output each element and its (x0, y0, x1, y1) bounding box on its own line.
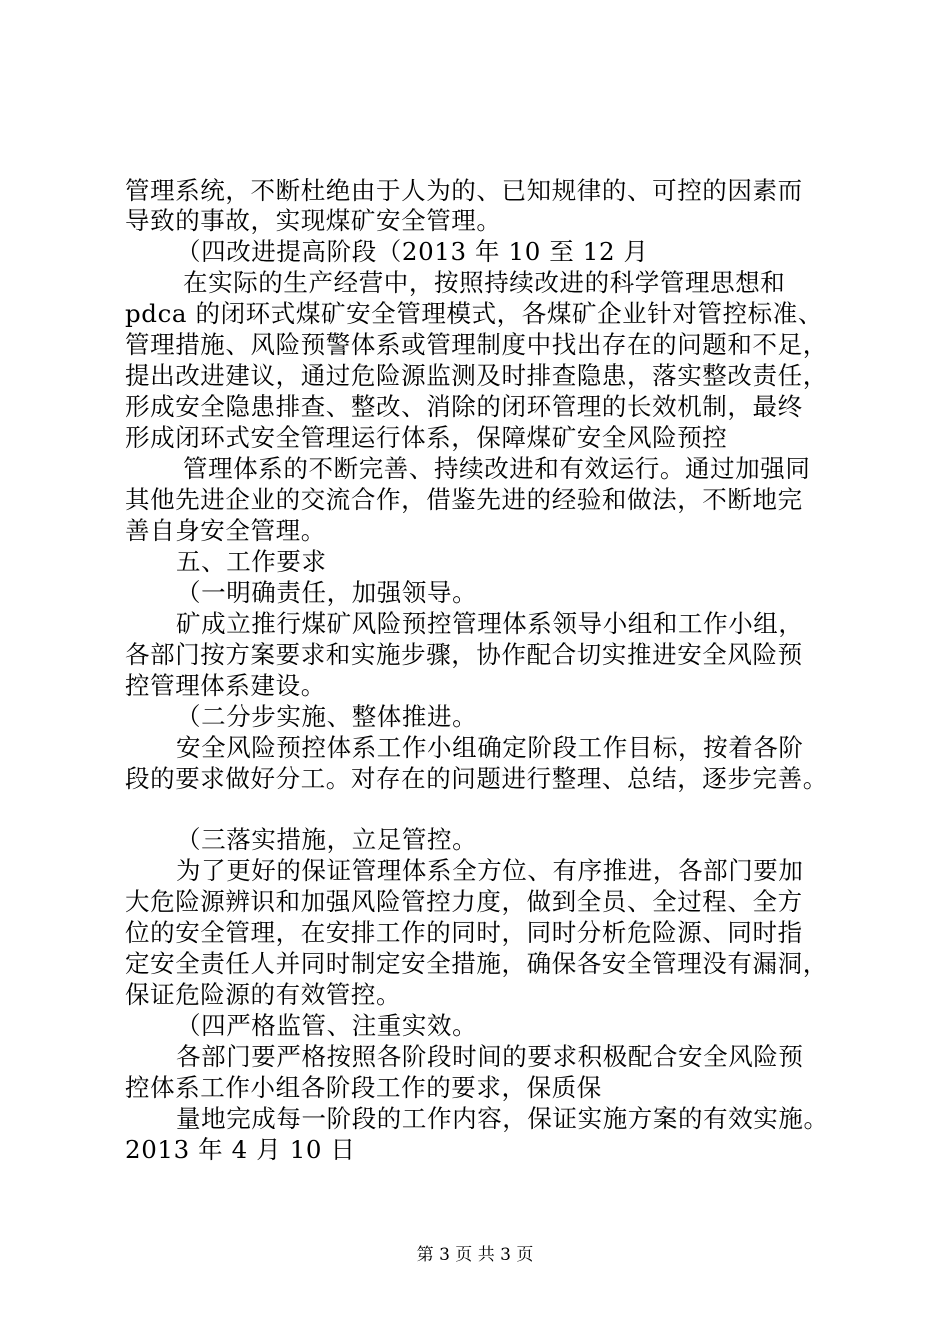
body-line: 位的安全管理，在安排工作的同时，同时分析危险源、同时指 (125, 918, 803, 947)
body-line: 定安全责任人并同时制定安全措施，确保各安全管理没有漏洞， (125, 949, 828, 978)
body-line: 安全风险预控体系工作小组确定阶段工作目标，按着各阶 (176, 733, 804, 762)
body-line: 矿成立推行煤矿风险预控管理体系领导小组和工作小组， (176, 609, 804, 638)
body-line: 控管理体系建设。 (125, 671, 326, 700)
body-line: 管理系统，不断杜绝由于人为的、已知规律的、可控的因素而 (125, 176, 803, 205)
subsection-heading: （四严格监管、注重实效。 (176, 1011, 478, 1040)
body-line: 为了更好的保证管理体系全方位、有序推进，各部门要加 (176, 856, 804, 885)
body-line: 其他先进企业的交流合作，借鉴先进的经验和做法，不断地完 (125, 485, 803, 514)
body-line: 在实际的生产经营中，按照持续改进的科学管理思想和 (183, 268, 786, 297)
body-line: 善自身安全管理。 (125, 516, 326, 545)
body-line: 管理体系的不断完善、持续改进和有效运行。通过加强同 (183, 454, 811, 483)
subsection-heading: （一明确责任，加强领导。 (176, 578, 478, 607)
body-line: 管理措施、风险预警体系或管理制度中找出存在的问题和不足， (125, 330, 828, 359)
section-heading: 五、工作要求 (176, 547, 327, 576)
body-line: 各部门要严格按照各阶段时间的要求积极配合安全风险预 (176, 1042, 804, 1071)
body-line: 形成闭环式安全管理运行体系，保障煤矿安全风险预控 (125, 423, 728, 452)
section-heading: （四改进提高阶段（2013 年 10 至 12 月 (176, 237, 649, 266)
body-line: 段的要求做好分工。对存在的问题进行整理、总结，逐步完善。 (125, 764, 828, 793)
body-line: 提出改进建议，通过危险源监测及时排查隐患，落实整改责任， (125, 361, 828, 390)
body-line: 形成安全隐患排查、整改、消除的闭环管理的长效机制，最终 (125, 392, 803, 421)
body-line: pdca 的闭环式煤矿安全管理模式，各煤矿企业针对管控标准、 (125, 299, 823, 328)
body-line: 各部门按方案要求和实施步骤，协作配合切实推进安全风险预 (125, 640, 803, 669)
body-line: 大危险源辨识和加强风险管控力度，做到全员、全过程、全方 (125, 887, 803, 916)
body-line: 量地完成每一阶段的工作内容，保证实施方案的有效实施。 (176, 1104, 829, 1133)
body-line: 保证危险源的有效管控。 (125, 980, 402, 1009)
page-footer: 第 3 页 共 3 页 (416, 1245, 534, 1265)
subsection-heading: （二分步实施、整体推进。 (176, 702, 478, 731)
subsection-heading: （三落实措施，立足管控。 (176, 825, 478, 854)
body-line: 导致的事故，实现煤矿安全管理。 (125, 206, 502, 235)
document-date: 2013 年 4 月 10 日 (125, 1135, 356, 1164)
body-line: 控体系工作小组各阶段工作的要求，保质保 (125, 1073, 602, 1102)
